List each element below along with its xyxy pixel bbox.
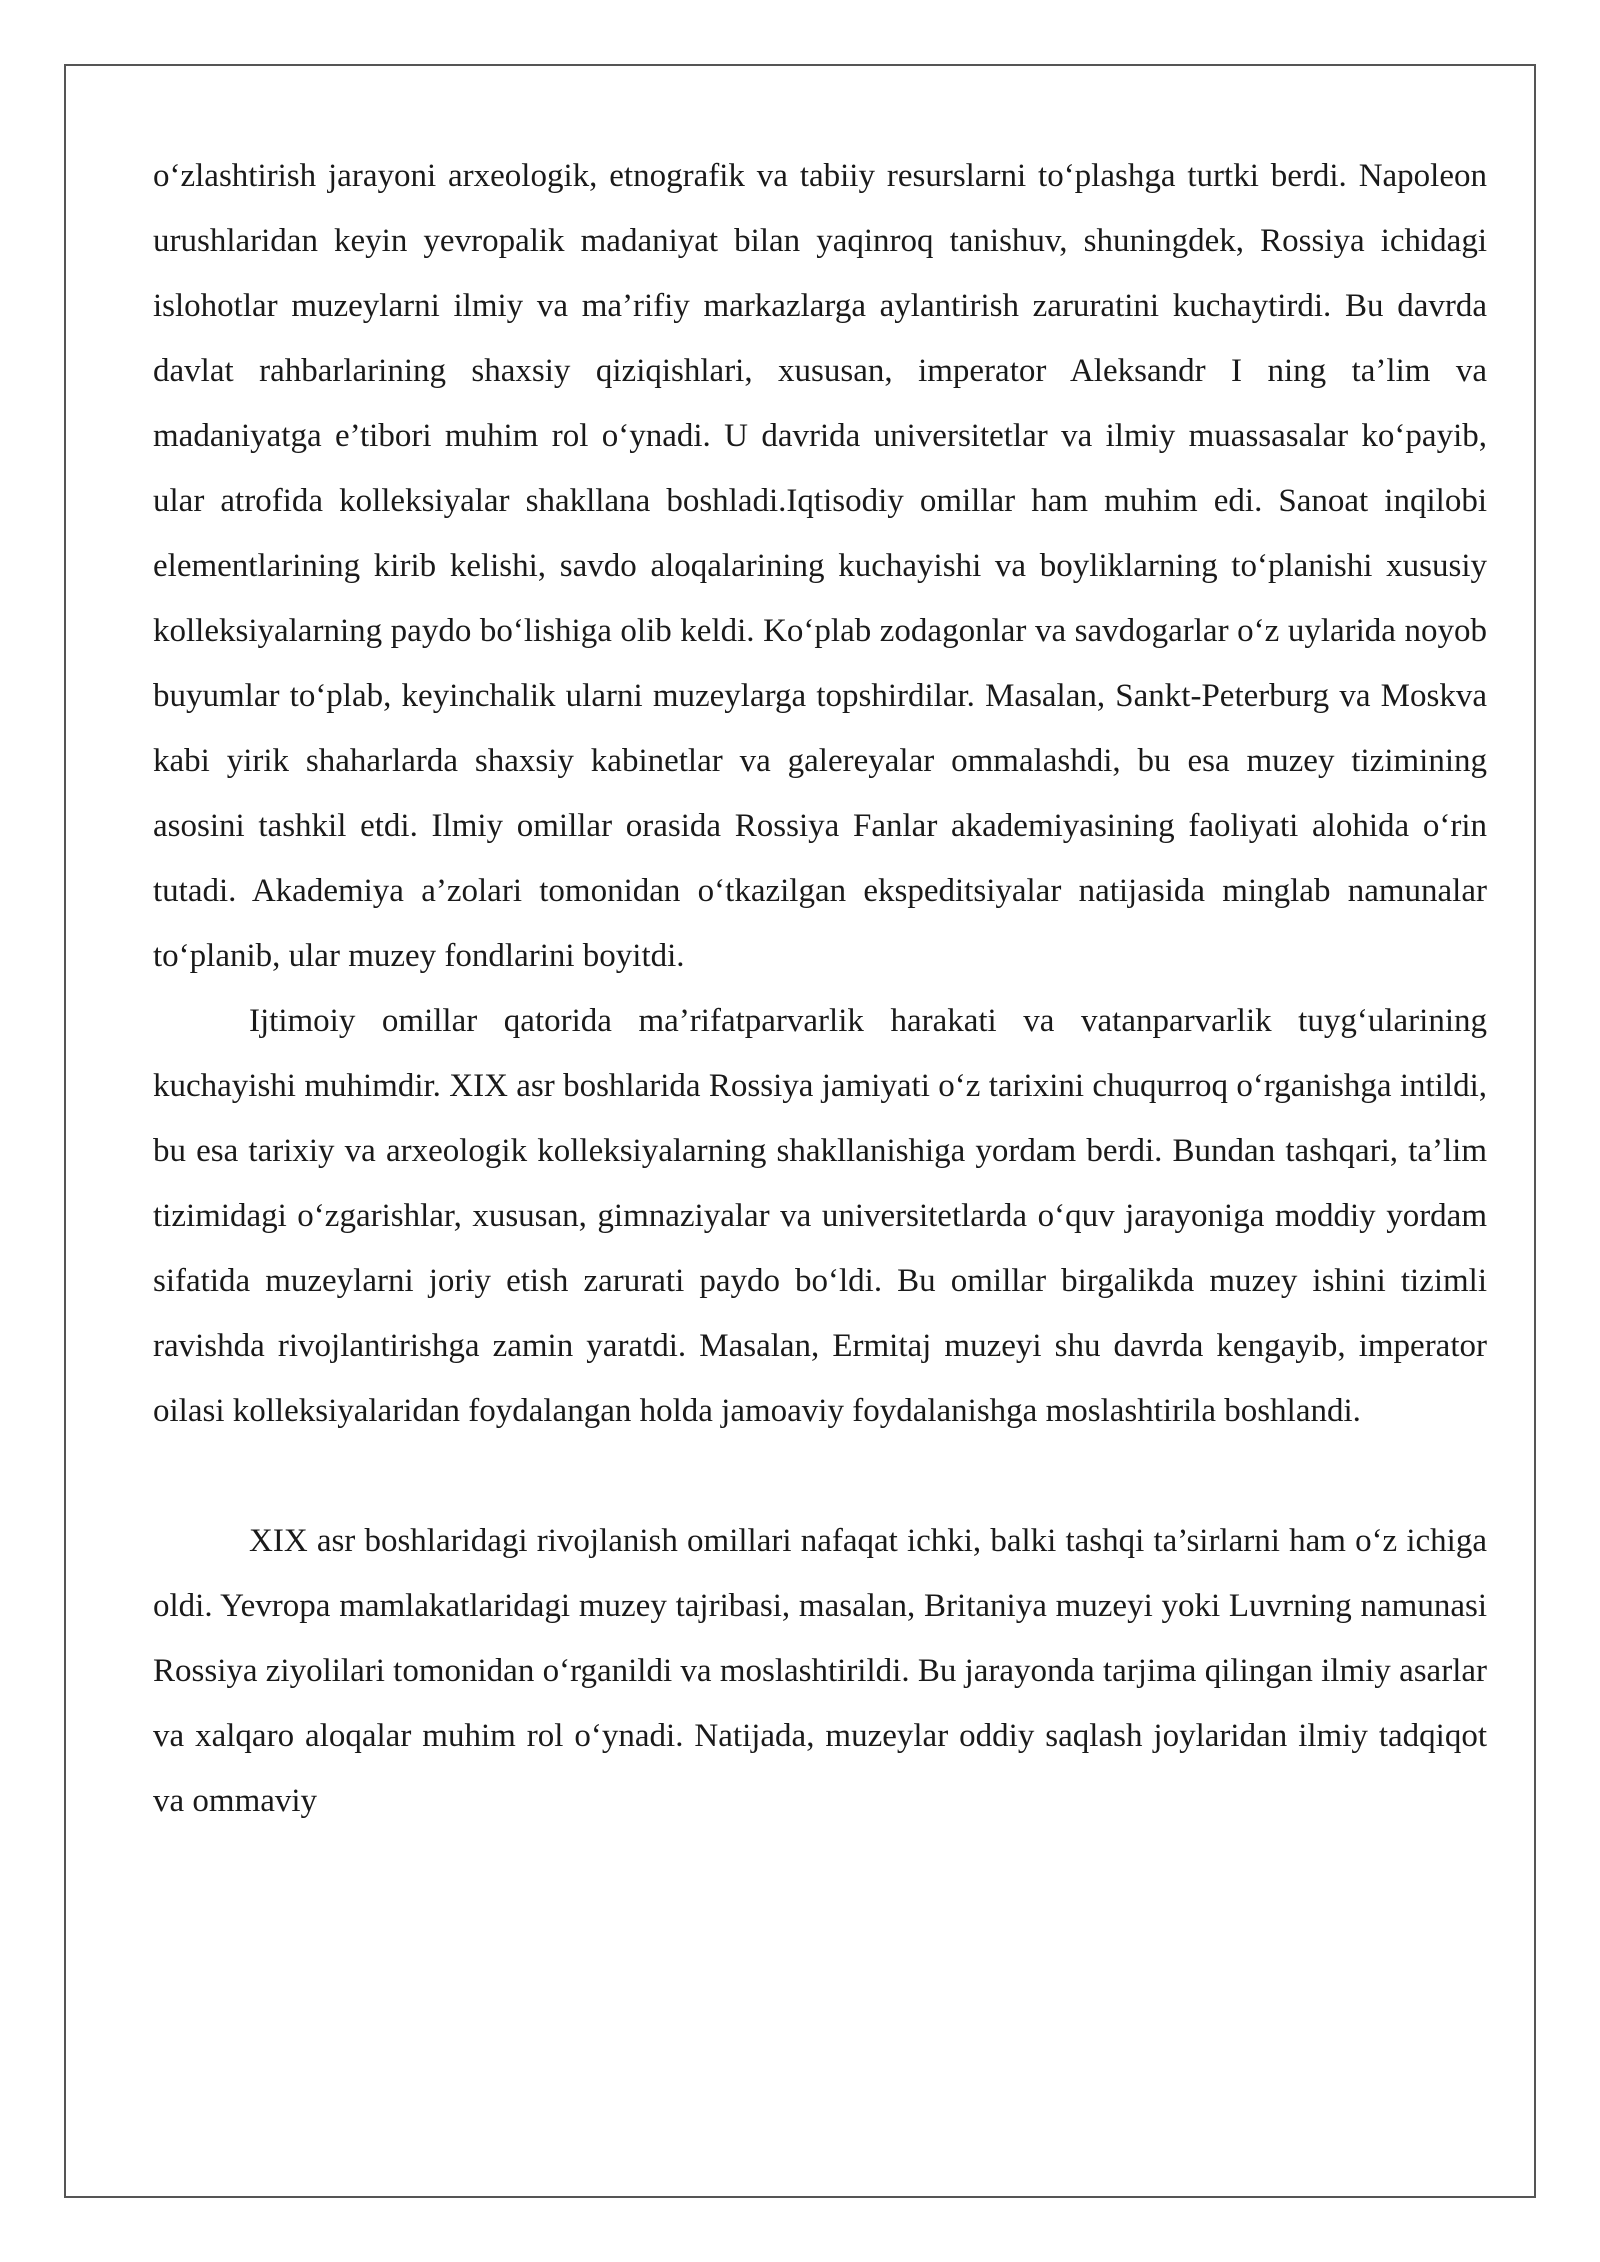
paragraph-3: XIX asr boshlaridagi rivojlanish omillari nafaqat ichki, balki tashqi ta’sirlarni ham oʻz ichiga oldi. Yevropa mamlakatlaridagi muzey tajribasi, masalan, Britaniya muzeyi yoki Luvrning namunasi Rossiya ziyolilari tomonidan oʻrganildi va moslashtirildi. Bu jarayonda tarjima qilingan ilmiy asarlar va xalqaro aloqalar muhim rol oʻynadi. Natijada, muzeylar oddiy saqlash joylaridan ilmiy tadqiqot va ommaviy xyxy=(153,1523,1487,1819)
paragraph-2: Ijtimoiy omillar qatorida ma’rifatparvarlik harakati va vatanparvarlik tuygʻularining kuchayishi muhimdir. XIX asr boshlarida Rossiya jamiyati oʻz tarixini chuqurroq oʻrganishga intildi, bu esa tarixiy va arxeologik kolleksiyalarning shakllanishiga yordam berdi. Bundan tashqari, ta’lim tizimidagi oʻzgarishlar, xususan, gimnaziyalar va universitetlarda oʻquv jarayoniga moddiy yordam sifatida muzeylarni joriy etish zarurati paydo boʻldi. Bu omillar birgalikda muzey ishini tizimli ravishda rivojlantirishga zamin yaratdi. Masalan, Ermitaj muzeyi shu davrda kengayib, imperator oilasi kolleksiyalaridan foydalangan holda jamoaviy foydalanishga moslashtirila boshlandi. xyxy=(153,1003,1487,1429)
paragraph-1: oʻzlashtirish jarayoni arxeologik, etnografik va tabiiy resurslarni toʻplashga turtki berdi. Napoleon urushlaridan keyin yevropalik madaniyat bilan yaqinroq tanishuv, shuningdek, Rossiya ichidagi islohotlar muzeylarni ilmiy va ma’rifiy markazlarga aylantirish zaruratini kuchaytirdi. Bu davrda davlat rahbarlarining shaxsiy qiziqishlari, xususan, imperator Aleksandr I ning ta’lim va madaniyatga e’tibori muhim rol oʻynadi. U davrida universitetlar va ilmiy muassasalar koʻpayib, ular atrofida kolleksiyalar shakllana boshladi.Iqtisodiy omillar ham muhim edi. Sanoat inqilobi elementlarining kirib kelishi, savdo aloqalarining kuchayishi va boyliklarning toʻplanishi xususiy kolleksiyalarning paydo boʻlishiga olib keldi. Koʻplab zodagonlar va savdogarlar oʻz uylarida noyob buyumlar toʻplab, keyinchalik ularni muzeylarga topshirdilar. Masalan, Sankt-Peterburg va Moskva kabi yirik shaharlarda shaxsiy kabinetlar va galereyalar ommalashdi, bu esa muzey tizimining asosini tashkil etdi. Ilmiy omillar orasida Rossiya Fanlar akademiyasining faoliyati alohida oʻrin tutadi. Akademiya a’zolari tomonidan oʻtkazilgan ekspeditsiyalar natijasida minglab namunalar toʻplanib, ular muzey fondlarini boyitdi. xyxy=(153,158,1487,974)
document-body xyxy=(153,144,1487,1834)
paragraph-spacer xyxy=(153,1444,1487,1509)
